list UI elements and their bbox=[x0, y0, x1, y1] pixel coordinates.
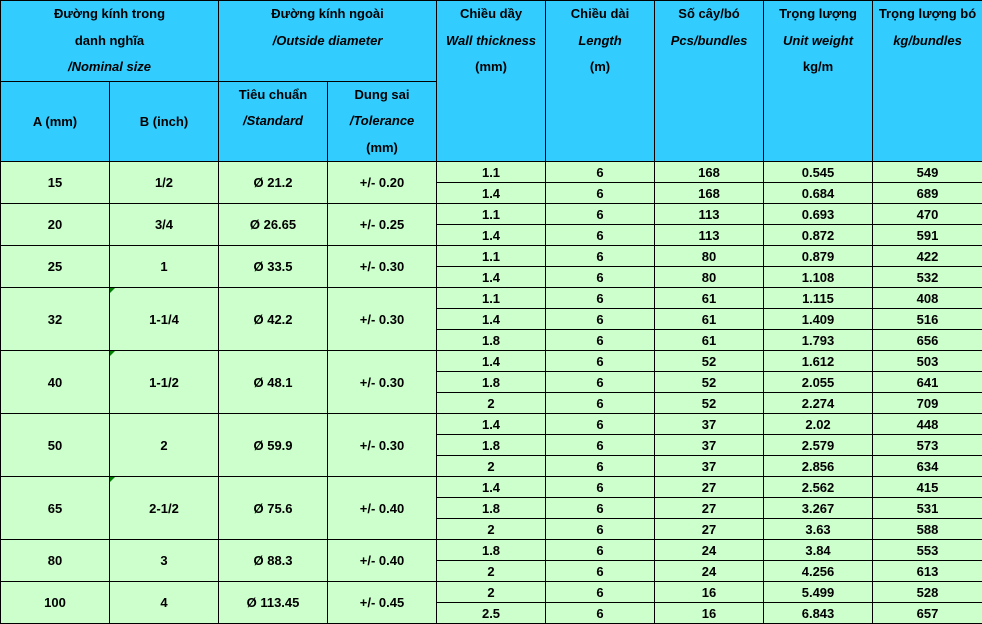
unit-weight-cell: 2.579 bbox=[764, 435, 873, 456]
wall-thickness-cell: 1.8 bbox=[437, 372, 546, 393]
bundle-weight-cell: 613 bbox=[873, 561, 982, 582]
nominal-b-cell: 2-1/2 bbox=[110, 477, 219, 540]
table-header bbox=[1, 1, 982, 162]
pcs-per-bundle-header: Số cây/bó Pcs/bundles bbox=[655, 1, 764, 162]
b-inch-header: B (inch) bbox=[110, 81, 219, 162]
bundle-weight-cell: 641 bbox=[873, 372, 982, 393]
unit-weight-cell: 6.843 bbox=[764, 603, 873, 624]
bundle-weight-cell: 503 bbox=[873, 351, 982, 372]
pcs-cell: 61 bbox=[655, 288, 764, 309]
wall-thickness-cell: 1.1 bbox=[437, 204, 546, 225]
pcs-cell: 113 bbox=[655, 225, 764, 246]
unit-weight-cell: 1.108 bbox=[764, 267, 873, 288]
unit-weight-cell: 1.612 bbox=[764, 351, 873, 372]
nominal-b-cell: 3 bbox=[110, 540, 219, 582]
unit-weight-cell: 3.84 bbox=[764, 540, 873, 561]
outside-diameter-cell: Ø 21.2 bbox=[219, 162, 328, 204]
wall-thickness-cell: 1.8 bbox=[437, 330, 546, 351]
wall-thickness-cell: 1.1 bbox=[437, 162, 546, 183]
bundle-weight-cell: 422 bbox=[873, 246, 982, 267]
table-body bbox=[1, 162, 982, 624]
outside-diameter-cell: Ø 33.5 bbox=[219, 246, 328, 288]
length-cell: 6 bbox=[546, 414, 655, 435]
bundle-weight-cell: 553 bbox=[873, 540, 982, 561]
nominal-a-cell: 32 bbox=[1, 288, 110, 351]
pcs-cell: 24 bbox=[655, 561, 764, 582]
nominal-b-cell: 3/4 bbox=[110, 204, 219, 246]
pcs-cell: 168 bbox=[655, 162, 764, 183]
table-row bbox=[1, 582, 982, 603]
length-cell: 6 bbox=[546, 540, 655, 561]
length-cell: 6 bbox=[546, 519, 655, 540]
length-cell: 6 bbox=[546, 582, 655, 603]
wall-thickness-cell: 2 bbox=[437, 456, 546, 477]
unit-weight-cell: 2.856 bbox=[764, 456, 873, 477]
unit-weight-cell: 1.409 bbox=[764, 309, 873, 330]
length-cell: 6 bbox=[546, 330, 655, 351]
standard-header: Tiêu chuẩn /Standard bbox=[219, 81, 328, 162]
table-row bbox=[1, 204, 982, 225]
wall-thickness-cell: 2.5 bbox=[437, 603, 546, 624]
unit-weight-cell: 0.879 bbox=[764, 246, 873, 267]
nominal-b-cell: 2 bbox=[110, 414, 219, 477]
tolerance-cell: +/- 0.45 bbox=[328, 582, 437, 624]
nominal-a-cell: 40 bbox=[1, 351, 110, 414]
nominal-b-cell: 1-1/2 bbox=[110, 351, 219, 414]
unit-weight-cell: 2.02 bbox=[764, 414, 873, 435]
bundle-weight-cell: 532 bbox=[873, 267, 982, 288]
wall-thickness-cell: 2 bbox=[437, 582, 546, 603]
nominal-a-cell: 50 bbox=[1, 414, 110, 477]
nominal-a-cell: 25 bbox=[1, 246, 110, 288]
wall-thickness-cell: 1.1 bbox=[437, 246, 546, 267]
length-cell: 6 bbox=[546, 267, 655, 288]
length-cell: 6 bbox=[546, 246, 655, 267]
bundle-weight-cell: 470 bbox=[873, 204, 982, 225]
unit-weight-cell: 0.684 bbox=[764, 183, 873, 204]
table-row bbox=[1, 414, 982, 435]
outside-diameter-cell: Ø 88.3 bbox=[219, 540, 328, 582]
length-cell: 6 bbox=[546, 288, 655, 309]
pcs-cell: 16 bbox=[655, 582, 764, 603]
length-cell: 6 bbox=[546, 477, 655, 498]
bundle-weight-cell: 709 bbox=[873, 393, 982, 414]
pcs-cell: 27 bbox=[655, 477, 764, 498]
bundle-weight-cell: 689 bbox=[873, 183, 982, 204]
wall-thickness-cell: 1.4 bbox=[437, 351, 546, 372]
pcs-cell: 24 bbox=[655, 540, 764, 561]
length-header: Chiều dài Length (m) bbox=[546, 1, 655, 162]
tolerance-cell: +/- 0.20 bbox=[328, 162, 437, 204]
length-cell: 6 bbox=[546, 162, 655, 183]
wall-thickness-cell: 1.8 bbox=[437, 498, 546, 519]
length-cell: 6 bbox=[546, 393, 655, 414]
bundle-weight-cell: 415 bbox=[873, 477, 982, 498]
tolerance-cell: +/- 0.30 bbox=[328, 288, 437, 351]
nominal-a-cell: 80 bbox=[1, 540, 110, 582]
wall-thickness-cell: 1.8 bbox=[437, 435, 546, 456]
outside-diameter-cell: Ø 113.45 bbox=[219, 582, 328, 624]
length-cell: 6 bbox=[546, 225, 655, 246]
pcs-cell: 168 bbox=[655, 183, 764, 204]
unit-weight-cell: 5.499 bbox=[764, 582, 873, 603]
nominal-b-cell: 1/2 bbox=[110, 162, 219, 204]
pcs-cell: 52 bbox=[655, 351, 764, 372]
unit-weight-cell: 3.63 bbox=[764, 519, 873, 540]
bundle-weight-cell: 448 bbox=[873, 414, 982, 435]
length-cell: 6 bbox=[546, 183, 655, 204]
wall-thickness-cell: 2 bbox=[437, 519, 546, 540]
outside-diameter-header: Đường kính ngoài /Outside diameter bbox=[219, 1, 437, 82]
bundle-weight-cell: 588 bbox=[873, 519, 982, 540]
bundle-weight-header: Trọng lượng bó kg/bundles bbox=[873, 1, 982, 162]
bundle-weight-cell: 656 bbox=[873, 330, 982, 351]
table-row bbox=[1, 288, 982, 309]
nominal-b-cell: 4 bbox=[110, 582, 219, 624]
table-row bbox=[1, 477, 982, 498]
pcs-cell: 27 bbox=[655, 498, 764, 519]
bundle-weight-cell: 531 bbox=[873, 498, 982, 519]
table-row bbox=[1, 351, 982, 372]
bundle-weight-cell: 408 bbox=[873, 288, 982, 309]
pcs-cell: 113 bbox=[655, 204, 764, 225]
wall-thickness-cell: 1.8 bbox=[437, 540, 546, 561]
bundle-weight-cell: 516 bbox=[873, 309, 982, 330]
pcs-cell: 52 bbox=[655, 372, 764, 393]
bundle-weight-cell: 528 bbox=[873, 582, 982, 603]
unit-weight-cell: 0.872 bbox=[764, 225, 873, 246]
length-cell: 6 bbox=[546, 456, 655, 477]
unit-weight-cell: 2.562 bbox=[764, 477, 873, 498]
nominal-b-cell: 1-1/4 bbox=[110, 288, 219, 351]
table-row bbox=[1, 246, 982, 267]
unit-weight-cell: 4.256 bbox=[764, 561, 873, 582]
unit-weight-cell: 0.693 bbox=[764, 204, 873, 225]
wall-thickness-cell: 1.4 bbox=[437, 225, 546, 246]
length-cell: 6 bbox=[546, 372, 655, 393]
wall-thickness-cell: 2 bbox=[437, 561, 546, 582]
unit-weight-cell: 2.055 bbox=[764, 372, 873, 393]
outside-diameter-cell: Ø 75.6 bbox=[219, 477, 328, 540]
length-cell: 6 bbox=[546, 561, 655, 582]
wall-thickness-cell: 1.1 bbox=[437, 288, 546, 309]
length-cell: 6 bbox=[546, 204, 655, 225]
length-cell: 6 bbox=[546, 498, 655, 519]
outside-diameter-cell: Ø 26.65 bbox=[219, 204, 328, 246]
pcs-cell: 37 bbox=[655, 435, 764, 456]
pcs-cell: 37 bbox=[655, 414, 764, 435]
length-cell: 6 bbox=[546, 603, 655, 624]
pcs-cell: 52 bbox=[655, 393, 764, 414]
tolerance-cell: +/- 0.30 bbox=[328, 351, 437, 414]
bundle-weight-cell: 657 bbox=[873, 603, 982, 624]
tolerance-cell: +/- 0.40 bbox=[328, 477, 437, 540]
outside-diameter-cell: Ø 59.9 bbox=[219, 414, 328, 477]
wall-thickness-cell: 1.4 bbox=[437, 309, 546, 330]
wall-thickness-cell: 1.4 bbox=[437, 267, 546, 288]
table-row bbox=[1, 162, 982, 183]
nominal-a-cell: 65 bbox=[1, 477, 110, 540]
bundle-weight-cell: 591 bbox=[873, 225, 982, 246]
pcs-cell: 61 bbox=[655, 330, 764, 351]
length-cell: 6 bbox=[546, 435, 655, 456]
outside-diameter-cell: Ø 42.2 bbox=[219, 288, 328, 351]
pcs-cell: 37 bbox=[655, 456, 764, 477]
outside-diameter-cell: Ø 48.1 bbox=[219, 351, 328, 414]
wall-thickness-cell: 1.4 bbox=[437, 477, 546, 498]
nominal-b-cell: 1 bbox=[110, 246, 219, 288]
tolerance-header: Dung sai /Tolerance (mm) bbox=[328, 81, 437, 162]
length-cell: 6 bbox=[546, 351, 655, 372]
unit-weight-cell: 2.274 bbox=[764, 393, 873, 414]
bundle-weight-cell: 549 bbox=[873, 162, 982, 183]
pcs-cell: 27 bbox=[655, 519, 764, 540]
wall-thickness-cell: 2 bbox=[437, 393, 546, 414]
tolerance-cell: +/- 0.30 bbox=[328, 414, 437, 477]
unit-weight-cell: 1.793 bbox=[764, 330, 873, 351]
pcs-cell: 61 bbox=[655, 309, 764, 330]
nominal-a-cell: 15 bbox=[1, 162, 110, 204]
a-mm-header: A (mm) bbox=[1, 81, 110, 162]
table-row bbox=[1, 540, 982, 561]
unit-weight-header: Trọng lượng Unit weight kg/m bbox=[764, 1, 873, 162]
unit-weight-cell: 1.115 bbox=[764, 288, 873, 309]
wall-thickness-cell: 1.4 bbox=[437, 414, 546, 435]
bundle-weight-cell: 573 bbox=[873, 435, 982, 456]
pcs-cell: 80 bbox=[655, 267, 764, 288]
tolerance-cell: +/- 0.25 bbox=[328, 204, 437, 246]
tolerance-cell: +/- 0.40 bbox=[328, 540, 437, 582]
wall-thickness-cell: 1.4 bbox=[437, 183, 546, 204]
nominal-a-cell: 20 bbox=[1, 204, 110, 246]
wall-thickness-header: Chiều dầy Wall thickness (mm) bbox=[437, 1, 546, 162]
unit-weight-cell: 3.267 bbox=[764, 498, 873, 519]
nominal-size-header: Đường kính trong danh nghĩa /Nominal size bbox=[1, 1, 219, 82]
length-cell: 6 bbox=[546, 309, 655, 330]
nominal-a-cell: 100 bbox=[1, 582, 110, 624]
pcs-cell: 16 bbox=[655, 603, 764, 624]
unit-weight-cell: 0.545 bbox=[764, 162, 873, 183]
tolerance-cell: +/- 0.30 bbox=[328, 246, 437, 288]
pcs-cell: 80 bbox=[655, 246, 764, 267]
bundle-weight-cell: 634 bbox=[873, 456, 982, 477]
